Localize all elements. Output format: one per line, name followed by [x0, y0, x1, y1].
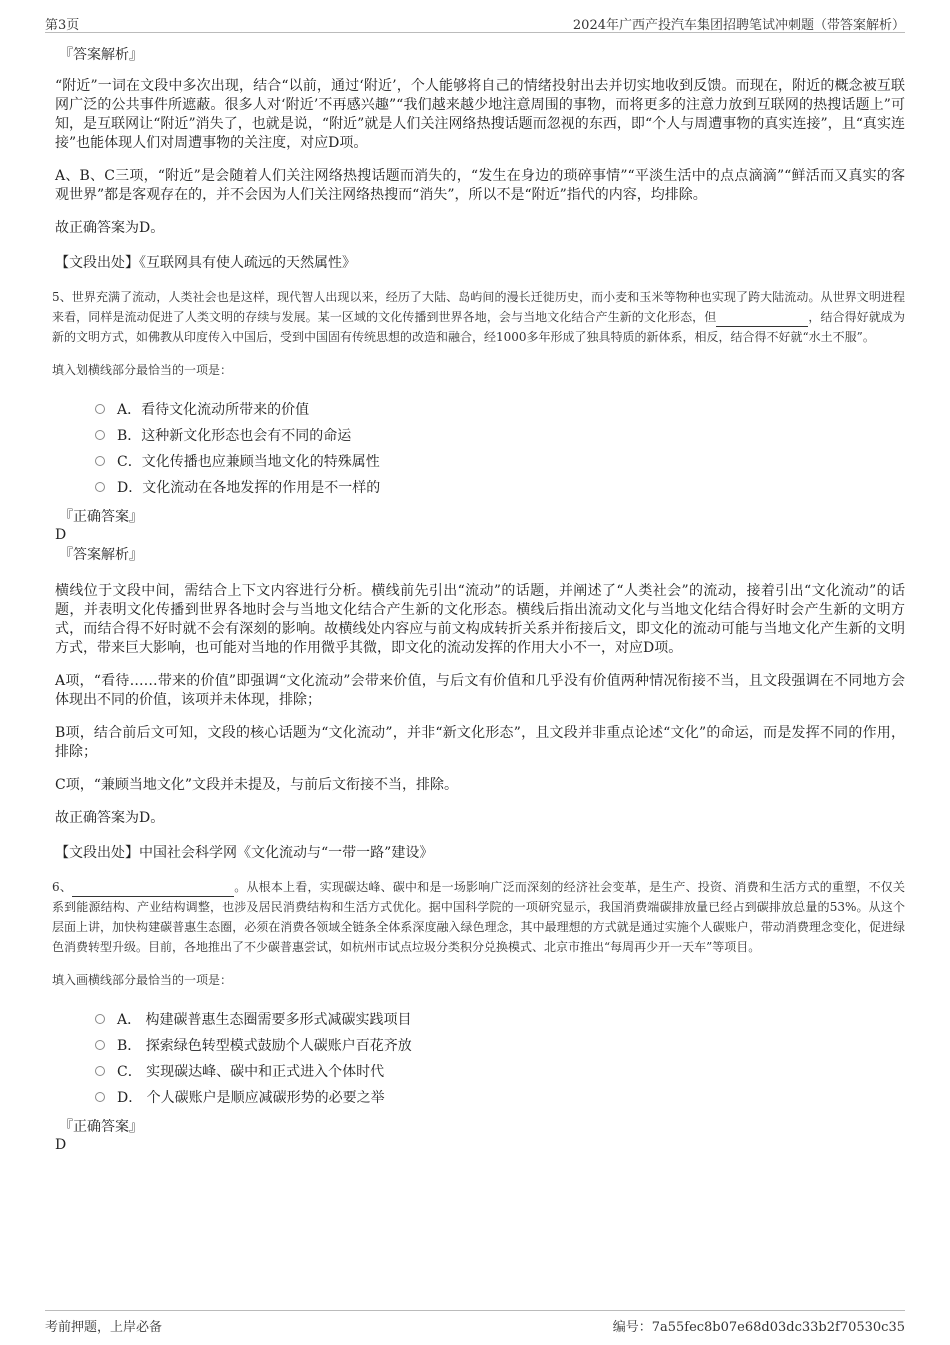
radio-icon[interactable]	[95, 1066, 105, 1076]
q5-text-before-blank: 5、世界充满了流动，人类社会也是这样，现代智人出现以来，经历了大陆、岛屿间的漫长迁徙历史，而小麦和玉米等物种也实现了跨大陆流动。从世界文明进程来看，同样是流动促进了人类文明的存续与发展。某一区域的文化传播到世界各地，会与当地文化结合产生新的文化形态，但	[52, 290, 905, 324]
q4-analysis-paragraph-2: A、B、C三项，“附近”是会随着人们关注网络热搜话题而消失的，“发生在身边的琐碎事情”“平淡生活中的点点滴滴”“鲜活而又真实的客观世界”都是客观存在的，并不会因为人们关注网络热搜而“消失”，所以不是“附近”指代的内容，均排除。	[55, 168, 905, 203]
radio-icon[interactable]	[95, 482, 105, 492]
q6-question-text	[52, 877, 905, 957]
q4-analysis-label: 『答案解析』	[59, 47, 143, 63]
q5-analysis-label: 『答案解析』	[59, 547, 143, 563]
q5-analysis-paragraph-2: A项，“看待……带来的价值”即强调“文化流动”会带来价值，与后文有价值和几乎没有价值两种情况衔接不当，且文段强调在不同地方会体现出不同的价值，该项并未体现，排除；	[55, 673, 905, 708]
page-footer	[45, 1310, 905, 1335]
q6-option-a-label: A． 构建碳普惠生态圈需要多形式减碳实践项目	[117, 1012, 412, 1028]
q5-options	[95, 396, 905, 500]
q5-option-d-label: D．文化流动在各地发挥的作用是不一样的	[117, 480, 381, 496]
q5-option-b-label: B．这种新文化形态也会有不同的命运	[117, 428, 352, 444]
q6-correct-answer-label: 『正确答案』	[59, 1119, 143, 1135]
radio-icon[interactable]	[95, 1014, 105, 1024]
q6-correct-answer: D	[55, 1137, 67, 1153]
q4-conclusion: 故正确答案为D。	[55, 220, 165, 236]
q5-option-c[interactable]	[95, 448, 905, 474]
q6-option-c[interactable]	[95, 1058, 905, 1084]
page-content	[52, 45, 905, 1162]
q5-prompt: 填入划横线部分最恰当的一项是：	[52, 363, 233, 377]
q6-options	[95, 1006, 905, 1110]
q5-source: 【文段出处】中国社会科学网《文化流动与“一带一路”建设》	[55, 845, 434, 861]
q5-option-d[interactable]	[95, 474, 905, 500]
radio-icon[interactable]	[95, 430, 105, 440]
footer-slogan: 考前押题，上岸必备	[45, 1320, 163, 1335]
radio-icon[interactable]	[95, 1040, 105, 1050]
radio-icon[interactable]	[95, 1092, 105, 1102]
q6-option-b[interactable]	[95, 1032, 905, 1058]
q5-question-text	[52, 287, 905, 347]
q5-option-a-label: A．看待文化流动所带来的价值	[117, 402, 310, 418]
q6-blank	[72, 896, 234, 897]
q6-option-c-label: C． 实现碳达峰、碳中和正式进入个体时代	[117, 1064, 385, 1080]
q4-source: 【文段出处】《互联网具有使人疏远的天然属性》	[55, 255, 356, 271]
document-title: 2024年广西产投汽车集团招聘笔试冲刺题（带答案解析）	[572, 18, 905, 33]
radio-icon[interactable]	[95, 404, 105, 414]
q5-conclusion: 故正确答案为D。	[55, 810, 165, 826]
q5-blank	[716, 326, 808, 327]
q5-correct-answer: D	[55, 527, 67, 543]
q6-text-after-blank: 。从根本上看，实现碳达峰、碳中和是一场影响广泛而深刻的经济社会变革，是生产、投资、消费和生活方式的重塑，不仅关系到能源结构、产业结构调整，也涉及居民消费结构和生活方式优化。据中国科学院的一项研究显示，我国消费端碳排放量已经占到碳排放总量的53%。从这个层面上讲，加快构建碳普惠生态圈，必须在消费各领域全链条全体系深度融入绿色理念，其中最理想的方式就是通过实施个人碳账户，带动消费理念变化，促进绿色消费转型升级。目前，各地推出了不少碳普惠尝试，如杭州市试点垃圾分类积分兑换模式、北京市推出“每周再少开一天车”等项目。	[52, 880, 905, 954]
q5-option-a[interactable]	[95, 396, 905, 422]
radio-icon[interactable]	[95, 456, 105, 466]
q5-correct-answer-label: 『正确答案』	[59, 509, 143, 525]
q6-option-d-label: D． 个人碳账户是顺应减碳形势的必要之举	[117, 1090, 385, 1106]
page-header	[45, 12, 905, 33]
q5-analysis-paragraph-3: B项，结合前后文可知，文段的核心话题为“文化流动”，并非“新文化形态”，且文段并非重点论述“文化”的命运，而是发挥不同的作用，排除；	[55, 725, 905, 760]
q6-option-b-label: B． 探索绿色转型模式鼓励个人碳账户百花齐放	[117, 1038, 412, 1054]
q5-analysis-paragraph-4: C项，“兼顾当地文化”文段并未提及，与前后文衔接不当，排除。	[55, 777, 459, 793]
q5-text-after-blank: ，结合得好就成为新的文明方式，如佛教从印度传入中国后，受到中国固有传统思想的改造和融合，经1000多年形成了独具特质的新体系，相反，结合得不好就“水土不服”。	[52, 310, 905, 344]
q6-number: 6、	[52, 880, 73, 894]
q5-analysis-paragraph-1: 横线位于文段中间，需结合上下文内容进行分析。横线前先引出“流动”的话题，并阐述了“人类社会”的流动，接着引出“文化流动”的话题，并表明文化传播到世界各地时会与当地文化结合产生新的文化形态。横线后指出流动文化与当地文化结合得好时会产生新的文明方式，而结合得不好时就不会有深刻的影响。故横线处内容应与前文构成转折关系并衔接后文，即文化的流动可能与当地文化产生新的文明方式，带来巨大影响，也可能对当地的作用微乎其微，即文化的流动发挥的作用大小不一，对应D项。	[55, 583, 905, 656]
q5-option-b[interactable]	[95, 422, 905, 448]
q5-option-c-label: C．文化传播也应兼顾当地文化的特殊属性	[117, 454, 380, 470]
q6-option-a[interactable]	[95, 1006, 905, 1032]
q4-analysis-paragraph-1: “附近”一词在文段中多次出现，结合“以前，通过‘附近’，个人能够将自己的情绪投射出去并切实地收到反馈。而现在，附近的概念被互联网广泛的公共事件所遮蔽。很多人对‘附近’不再感兴趣”“我们越来越少地注意周围的事物，而将更多的注意力放到互联网的热搜话题上”可知，是互联网让“附近”消失了，也就是说，“附近”就是人们关注网络热搜话题而忽视的东西，即“个人与周遭事物的真实连接”，且“真实连接”也能体现人们对周遭事物的关注度，对应D项。	[55, 78, 905, 151]
q6-option-d[interactable]	[95, 1084, 905, 1110]
document-id: 编号：7a55fec8b07e68d03dc33b2f70530c35	[612, 1320, 905, 1335]
q6-prompt: 填入画横线部分最恰当的一项是：	[52, 973, 233, 987]
page-number: 第3页	[45, 18, 80, 33]
